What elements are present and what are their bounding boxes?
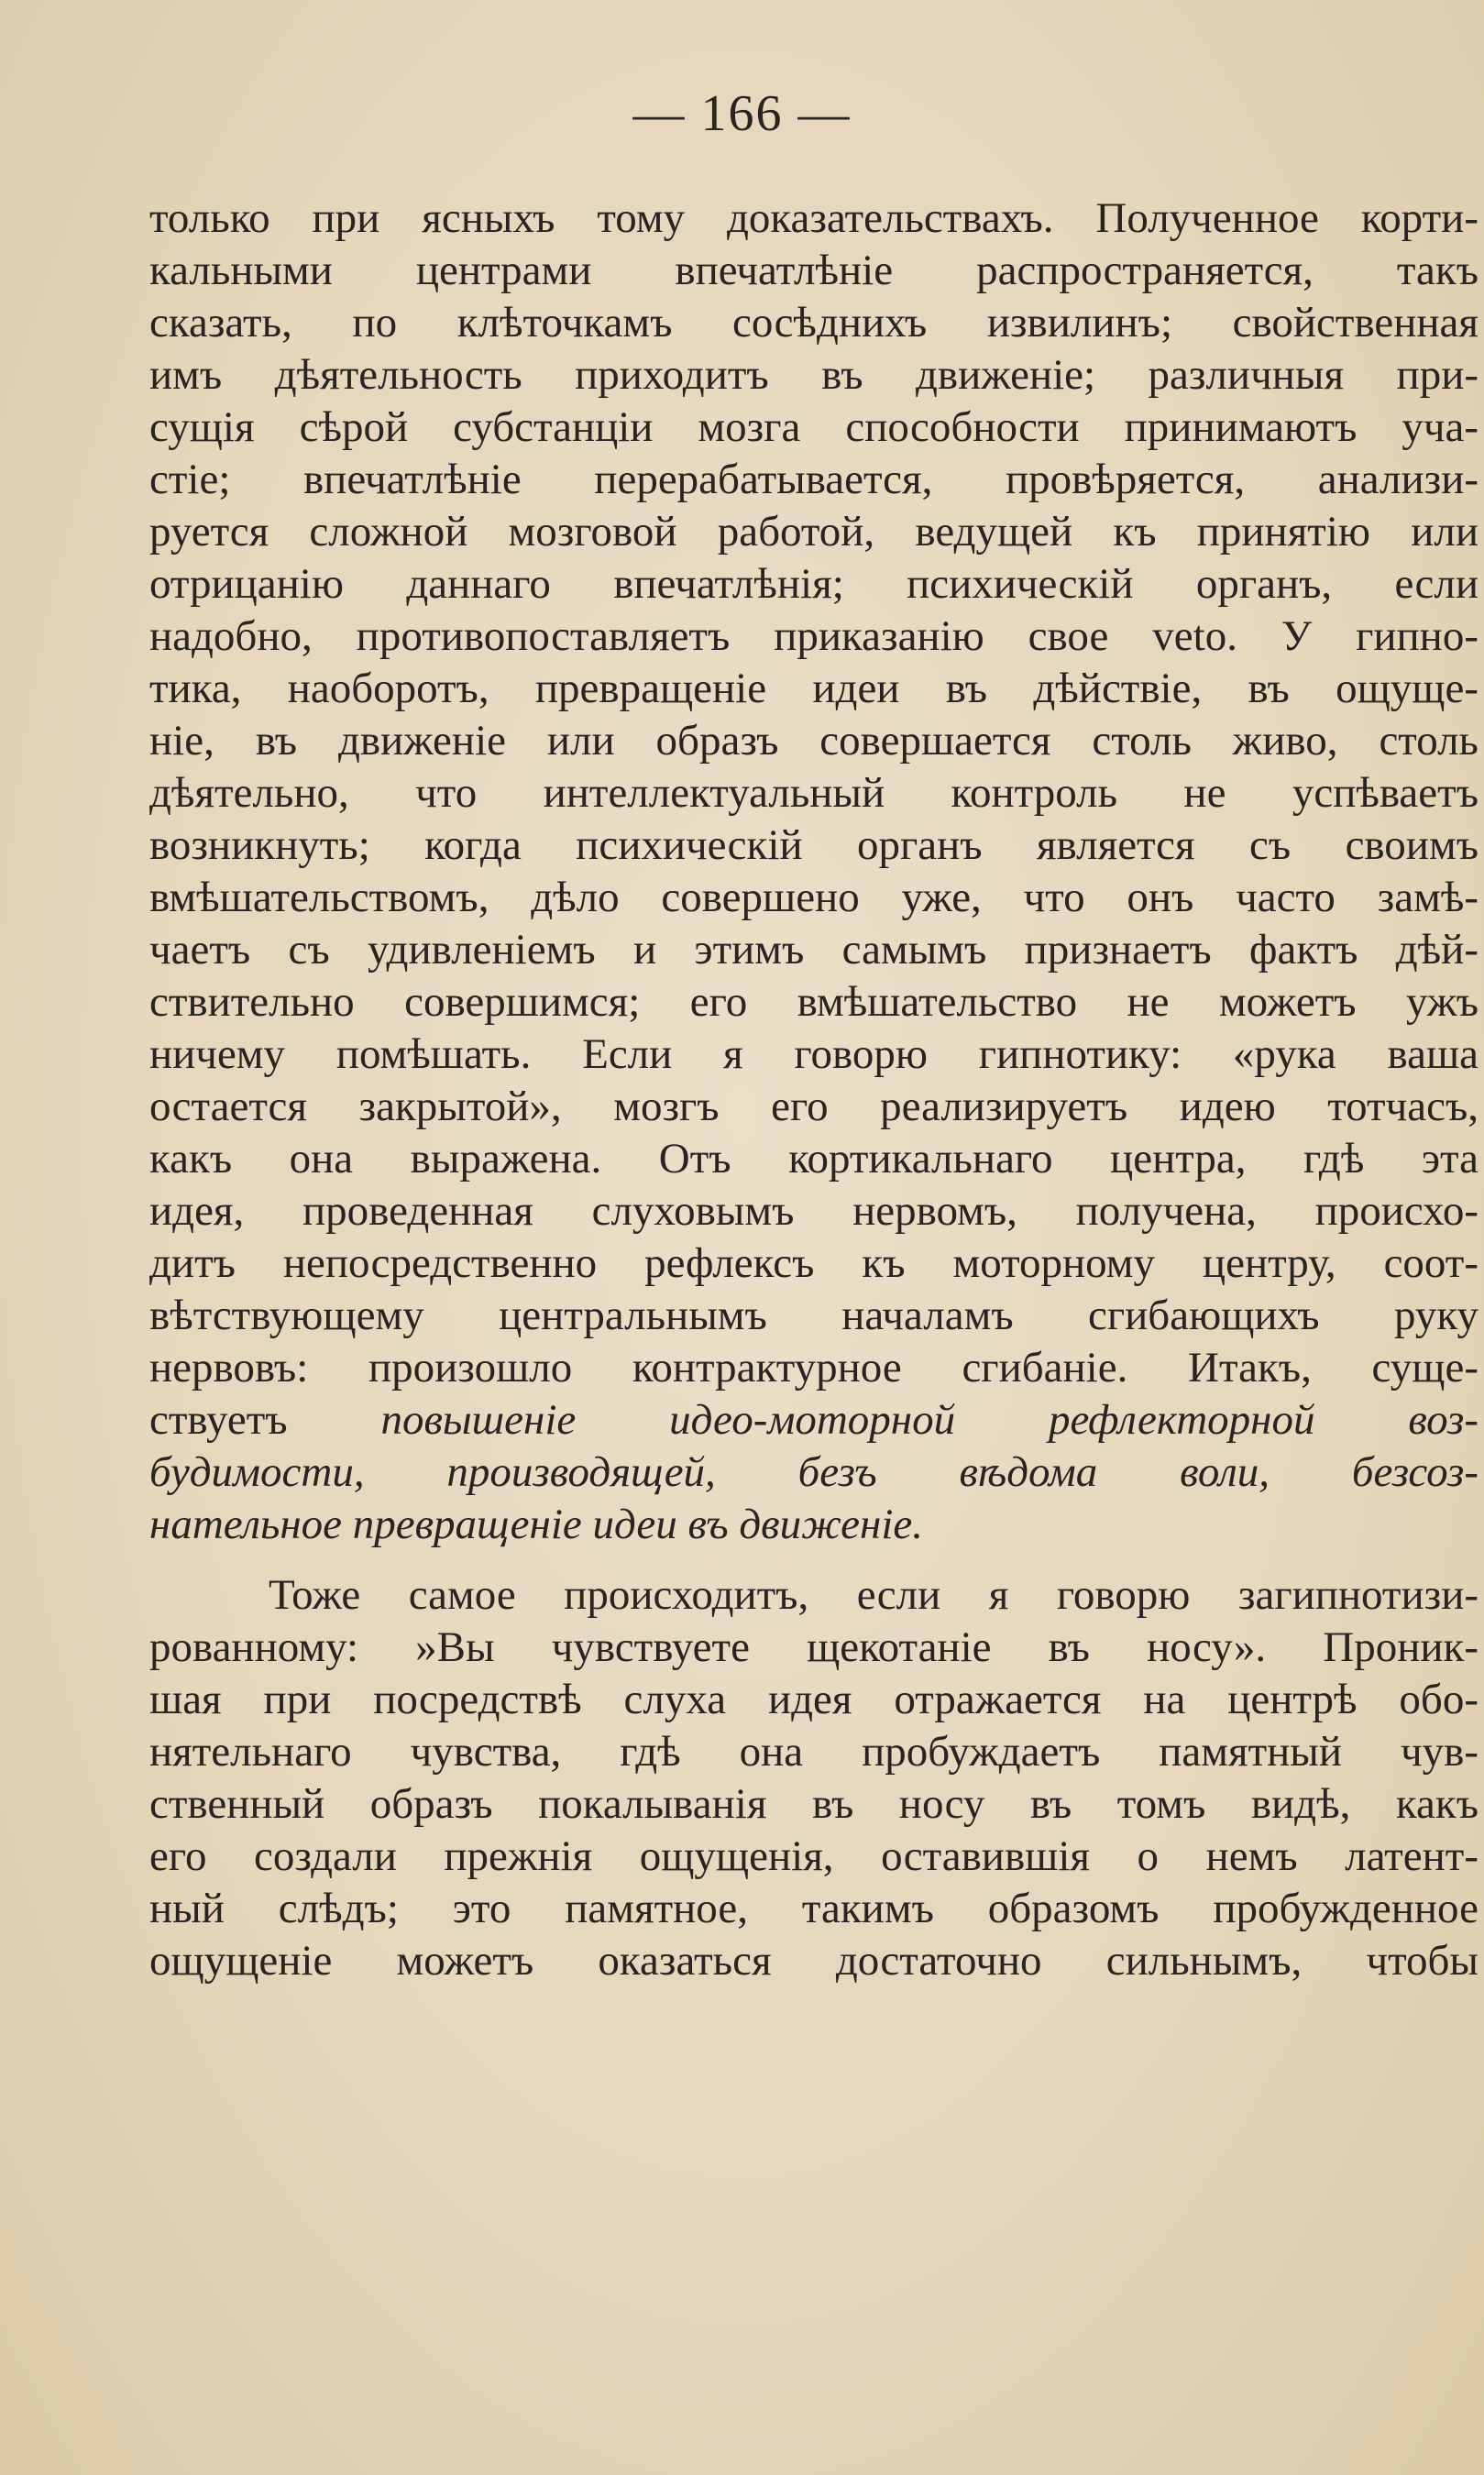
- text-line: вмѣшательствомъ, дѣло совершено уже, что онъ часто замѣ-: [149, 874, 1479, 921]
- italic-emphasis-line: будимости, производящей, безъ вѣдома воли, безсоз-: [149, 1448, 1479, 1496]
- italic-emphasis-line: нательное превращеніе идеи въ движеніе.: [149, 1501, 924, 1548]
- text-line: ніе, въ движеніе или образъ совершается столь живо, столь: [149, 717, 1479, 764]
- text-line: вѣтствующему центральнымъ началамъ сгибающихъ руку: [149, 1292, 1479, 1339]
- text-line: рованному: »Вы чувствуете щекотаніе въ носу». Проник-: [149, 1623, 1479, 1671]
- text-line: нервовъ: произошло контрактурное сгибаніе. Итакъ, суще-: [149, 1344, 1479, 1392]
- text-line-lead: ствуетъ: [149, 1396, 381, 1444]
- paragraph-1: [149, 192, 1479, 1551]
- text-line: возникнуть; когда психическій органъ является съ своимъ: [149, 821, 1479, 869]
- text-line: тика, наоборотъ, превращеніе идеи въ дѣйствіе, въ ощуще-: [149, 665, 1479, 712]
- text-line: ствительно совершимся; его вмѣшательство не можетъ ужъ: [149, 978, 1479, 1026]
- text-line: сущія сѣрой субстанціи мозга способности принимаютъ уча-: [149, 403, 1479, 451]
- text-line: ничему помѣшать. Если я говорю гипнотику: «рука ваша: [149, 1030, 1479, 1078]
- text-line: сказать, по клѣточкамъ сосѣднихъ извилинъ; свойственная: [149, 299, 1479, 346]
- text-line: руется сложной мозговой работой, ведущей къ принятію или: [149, 508, 1479, 556]
- text-line: только при ясныхъ тому доказательствахъ. Полученное корти-: [149, 194, 1479, 242]
- text-line: надобно, противопоставляетъ приказанію свое veto. У гипно-: [149, 612, 1479, 660]
- text-line-indented: Тоже самое происходитъ, если я говорю загипнотизи-: [269, 1571, 1479, 1619]
- text-line: чаетъ съ удивленіемъ и этимъ самымъ признаетъ фактъ дѣй-: [149, 926, 1479, 974]
- text-line: отрицанію даннаго впечатлѣнія; психическій органъ, если: [149, 560, 1479, 608]
- text-line: нятельнаго чувства, гдѣ она пробуждаетъ памятный чув-: [149, 1728, 1479, 1776]
- text-line: шая при посредствѣ слуха идея отражается на центрѣ обо-: [149, 1676, 1479, 1723]
- text-line: его создали прежнія ощущенія, оставившія о немъ латент-: [149, 1832, 1479, 1880]
- text-line: дѣятельно, что интеллектуальный контроль не успѣваетъ: [149, 769, 1479, 817]
- text-line: кальными центрами впечатлѣніе распространяется, такъ: [149, 247, 1479, 294]
- text-line: какъ она выражена. Отъ кортикальнаго центра, гдѣ эта: [149, 1135, 1479, 1182]
- text-line: ный слѣдъ; это памятное, такимъ образомъ пробужденное: [149, 1885, 1479, 1932]
- text-line: стіе; впечатлѣніе перерабатывается, провѣряется, анализи-: [149, 456, 1479, 503]
- page-number: — 166 —: [632, 85, 852, 142]
- text-line: ощущеніе можетъ оказаться достаточно сильнымъ, чтобы: [149, 1937, 1479, 1985]
- paragraph-2: [149, 1569, 1479, 1987]
- text-line: имъ дѣятельность приходитъ въ движеніе; различныя при-: [149, 351, 1479, 399]
- paragraph-gap: [149, 1551, 1479, 1569]
- body-text: [149, 192, 1479, 1987]
- text-line: дитъ непосредственно рефлексъ къ моторному центру, соот-: [149, 1239, 1479, 1287]
- text-line: остается закрытой», мозгъ его реализируетъ идею тотчасъ,: [149, 1083, 1479, 1130]
- text-line: идея, проведенная слуховымъ нервомъ, получена, происхо-: [149, 1187, 1479, 1235]
- text-line-mixed: [149, 1394, 1479, 1446]
- text-line: ственный образъ покалыванія въ носу въ томъ видѣ, какъ: [149, 1780, 1479, 1828]
- italic-emphasis: повышеніе идео-моторной рефлекторной воз-: [380, 1396, 1479, 1444]
